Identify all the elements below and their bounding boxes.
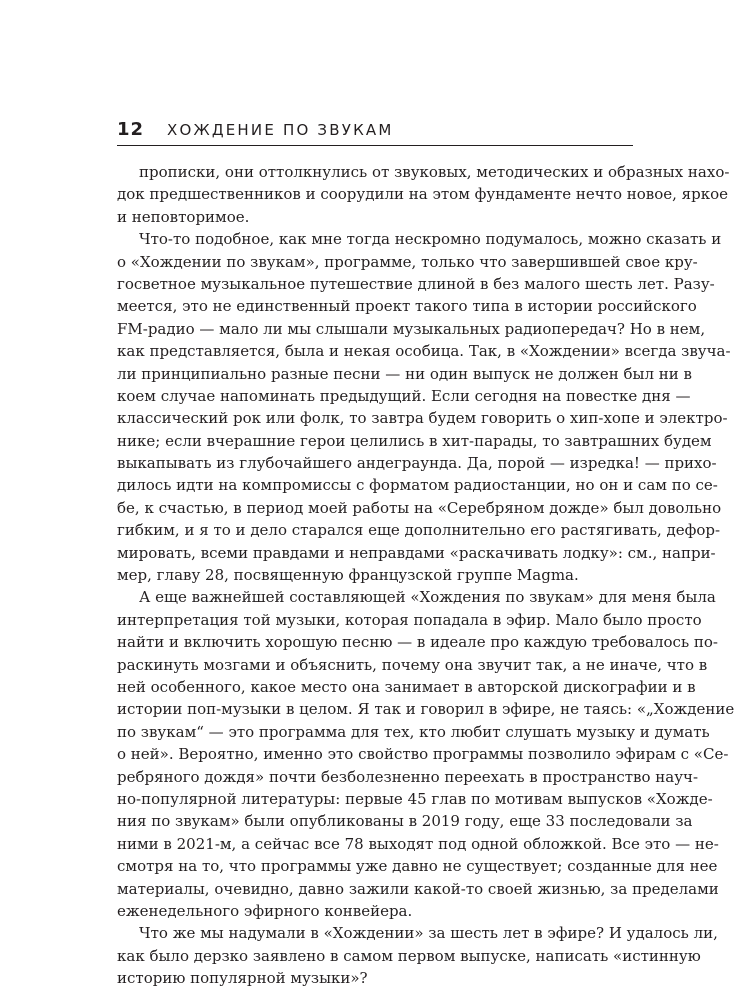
paragraph <box>117 228 731 586</box>
text-line: ли принципиально разные песни — ни один выпуск не должен был ни в <box>117 364 692 383</box>
text-line: FM-радио — мало ли мы слышали музыкальных радиопередач? Но в нем, <box>117 319 706 338</box>
text-line: ребряного дождя» почти безболезненно переехать в пространство науч- <box>117 767 699 786</box>
text-line: смотря на то, что программы уже давно не существует; созданные для нее <box>117 857 718 876</box>
text-line: историю популярной музыки»? <box>117 969 368 988</box>
text-line: мер, главу 28, посвященную французской группе Magma. <box>117 566 579 585</box>
text-line: прописки, они оттолкнулись от звуковых, методических и образных нахо- <box>139 163 730 181</box>
text-line: истории поп-музыки в целом. Я так и говорил в эфире, не таясь: «„Хождение <box>117 700 735 719</box>
text-line: А еще важнейшей составляющей «Хождения по звукам» для меня была <box>139 588 716 607</box>
text-line: ния по звукам» были опубликованы в 2019 году, еще 33 последовали за <box>117 812 693 831</box>
text-line: док предшественников и соорудили на этом фундаменте нечто новое, яркое <box>117 185 729 204</box>
text-line: и неповторимое. <box>117 207 250 226</box>
text-line: коем случае напоминать предыдущий. Если сегодня на повестке дня — <box>117 386 691 405</box>
body-text <box>117 161 735 989</box>
text-line: о ней». Вероятно, именно это свойство программы позволило эфирам с «Се- <box>117 745 729 764</box>
text-line: по звукам“ — это программа для тех, кто любит слушать музыку и думать <box>117 722 710 741</box>
text-line: дилось идти на компромиссы с форматом радиостанции, но он и сам по се- <box>117 476 718 495</box>
text-line: госветное музыкальное путешествие длиной в без малого шесть лет. Разу- <box>117 274 715 293</box>
text-line: о «Хождении по звукам», программе, только что завершившей свое кру- <box>117 252 698 271</box>
paragraph <box>117 922 718 989</box>
text-line: но-популярной литературы: первые 45 глав по мотивам выпусков «Хожде- <box>117 789 713 808</box>
text-line: бе, к счастью, в период моей работы на «Серебряном дожде» был довольно <box>117 498 722 517</box>
text-line: классический рок или фолк, то завтра будем говорить о хип-хопе и электро- <box>117 409 728 428</box>
text-line: мировать, всеми правдами и неправдами «раскачивать лодку»: см., напри- <box>117 543 716 562</box>
text-line: выкапывать из глубочайшего андеграунда. Да, порой — изредка! — прихо- <box>117 454 717 473</box>
text-line: ними в 2021-м, а сейчас все 78 выходят под одной обложкой. Все это — не- <box>117 834 719 853</box>
text-line: материалы, очевидно, давно зажили какой-то своей жизнью, за пределами <box>117 879 719 898</box>
text-line: меется, это не единственный проект такого типа в истории российского <box>117 297 697 316</box>
text-line: раскинуть мозгами и объяснить, почему она звучит так, а не иначе, что в <box>117 655 708 674</box>
text-line: интерпретация той музыки, которая попадала в эфир. Мало было просто <box>117 610 702 629</box>
text-line: Что же мы надумали в «Хождении» за шесть лет в эфире? И удалось ли, <box>139 924 718 943</box>
paragraph <box>117 586 735 922</box>
text-line: еженедельного эфирного конвейера. <box>117 901 413 920</box>
page-number: 12 <box>117 119 145 140</box>
text-line: как представляется, была и некая особица. Так, в «Хождении» всегда звуча- <box>117 342 731 361</box>
text-line: Что-то подобное, как мне тогда нескромно подумалось, можно сказать и <box>139 230 722 249</box>
text-line: ней особенного, какое место она занимает в авторской дискографии и в <box>117 677 696 696</box>
text-line: гибким, и я то и дело старался еще дополнительно его растягивать, дефор- <box>117 521 721 540</box>
text-line: найти и включить хорошую песню — в идеале про каждую требовалось по- <box>117 633 718 652</box>
running-title: ХОЖДЕНИЕ ПО ЗВУКАМ <box>167 121 394 139</box>
paragraph <box>117 161 730 228</box>
page-header <box>117 113 633 147</box>
text-line: нике; если вчерашние герои целились в хит-парады, то завтрашних будем <box>117 431 712 450</box>
header-rule <box>117 145 633 146</box>
text-line: как было дерзко заявлено в самом первом выпуске, написать «истинную <box>117 946 701 965</box>
